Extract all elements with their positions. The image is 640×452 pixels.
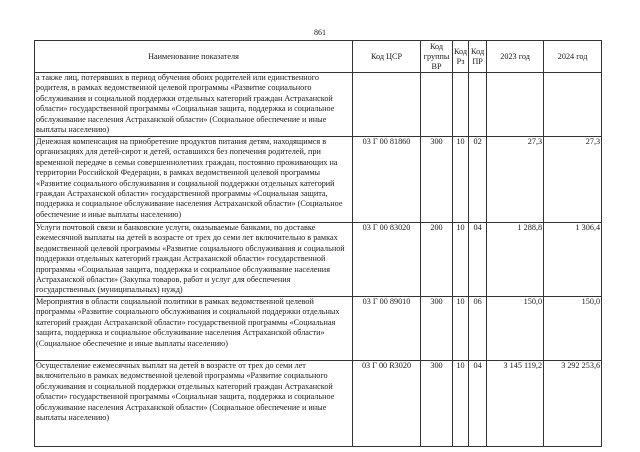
budget-table [34,40,602,447]
row-csr: 03 Г 00 89010 [353,297,421,361]
row-2023: 3 145 119,2 [487,361,544,447]
row-csr [353,73,421,137]
row-2024: 27,3 [544,137,602,223]
table-row [35,137,602,223]
row-pr: 02 [469,137,487,223]
row-name: а также лиц, потерявших в период обучения обоих родителей или единственного родителя, в рамках ведомственной целевой программы «Развитие социального обслуживания и социальной поддержки отдельных категорий граждан Астраханской области» государственной программы «Социальная защита, поддержка и социальное обслуживание населения Астраханской области» (Социальное обеспечение и иные выплаты населению) [35,73,353,137]
row-vr: 200 [421,223,453,297]
row-rz: 10 [453,297,469,361]
page-number: 861 [314,28,326,37]
row-pr: 06 [469,297,487,361]
row-rz: 10 [453,361,469,447]
row-csr: 03 Г 00 R3020 [353,361,421,447]
row-rz: 10 [453,137,469,223]
row-name: Осуществление ежемесячных выплат на детей в возрасте от трех до семи лет включительно в рамках ведомственной целевой программы «Развитие социального обслуживания и социальной поддержки отдельных категорий граждан Астраханской области» государственной программы «Социальная защита, поддержка и социальное обслуживание населения Астраханской области» (Социальное обеспечение и иные выплаты населению) [35,361,353,447]
header-rz: Код Рз [453,41,469,73]
row-vr: 300 [421,137,453,223]
row-name: Услуги почтовой связи и банковские услуги, оказываемые банками, по доставке ежемесячной выплаты на детей в возрасте от трех до семи лет включительно в рамках ведомственной целевой программы «Развитие социального обслуживания и социальной поддержки отдельных категорий граждан Астраханской области» государственной программы «Социальная защита, поддержка и социальное обслуживание населения Астраханской области» (Закупка товаров, работ и услуг для обеспечения государственных (муниципальных) нужд) [35,223,353,297]
row-2024: 150,0 [544,297,602,361]
row-pr: 04 [469,223,487,297]
row-pr [469,73,487,137]
row-name: Денежная компенсация на приобретение продуктов питания детям, находящимся в организациях для детей-сирот и детей, оставшихся без попечения родителей, при временной передаче в семьи совершеннолетних граждан, постоянно проживающих на территории Российской Федерации, в рамках ведомственной целевой программы «Развитие социального обслуживания и социальной поддержки отдельных категорий граждан Астраханской области» государственной программы «Социальная защита, поддержка и социальное обслуживание населения Астраханской области» (Социальное обеспечение и иные выплаты населению) [35,137,353,223]
row-2024 [544,73,602,137]
row-vr: 300 [421,297,453,361]
header-2023: 2023 год [487,41,544,73]
row-rz: 10 [453,223,469,297]
row-csr: 03 Г 00 83020 [353,223,421,297]
row-2023: 1 288,8 [487,223,544,297]
header-2024: 2024 год [544,41,602,73]
row-pr: 04 [469,361,487,447]
row-name: Мероприятия в области социальной политики в рамках ведомственной целевой программы «Развитие социального обслуживания и социальной поддержки отдельных категорий граждан Астраханской области» государственной программы «Социальная защита, поддержка и социальное обслуживание населения Астраханской области» (Социальное обеспечение и иные выплаты населению) [35,297,353,361]
table-header-row [35,41,602,73]
row-rz [453,73,469,137]
row-2024: 3 292 253,6 [544,361,602,447]
row-2023: 150,0 [487,297,544,361]
header-csr: Код ЦСР [353,41,421,73]
table-row [35,361,602,447]
row-vr: 300 [421,361,453,447]
header-name: Наименование показателя [35,41,353,73]
table-row [35,297,602,361]
row-csr: 03 Г 00 81860 [353,137,421,223]
row-vr [421,73,453,137]
table-row [35,73,602,137]
header-pr: Код ПР [469,41,487,73]
row-2023: 27,3 [487,137,544,223]
row-2023 [487,73,544,137]
row-2024: 1 306,4 [544,223,602,297]
table-row [35,223,602,297]
header-vr: Код группы ВР [421,41,453,73]
